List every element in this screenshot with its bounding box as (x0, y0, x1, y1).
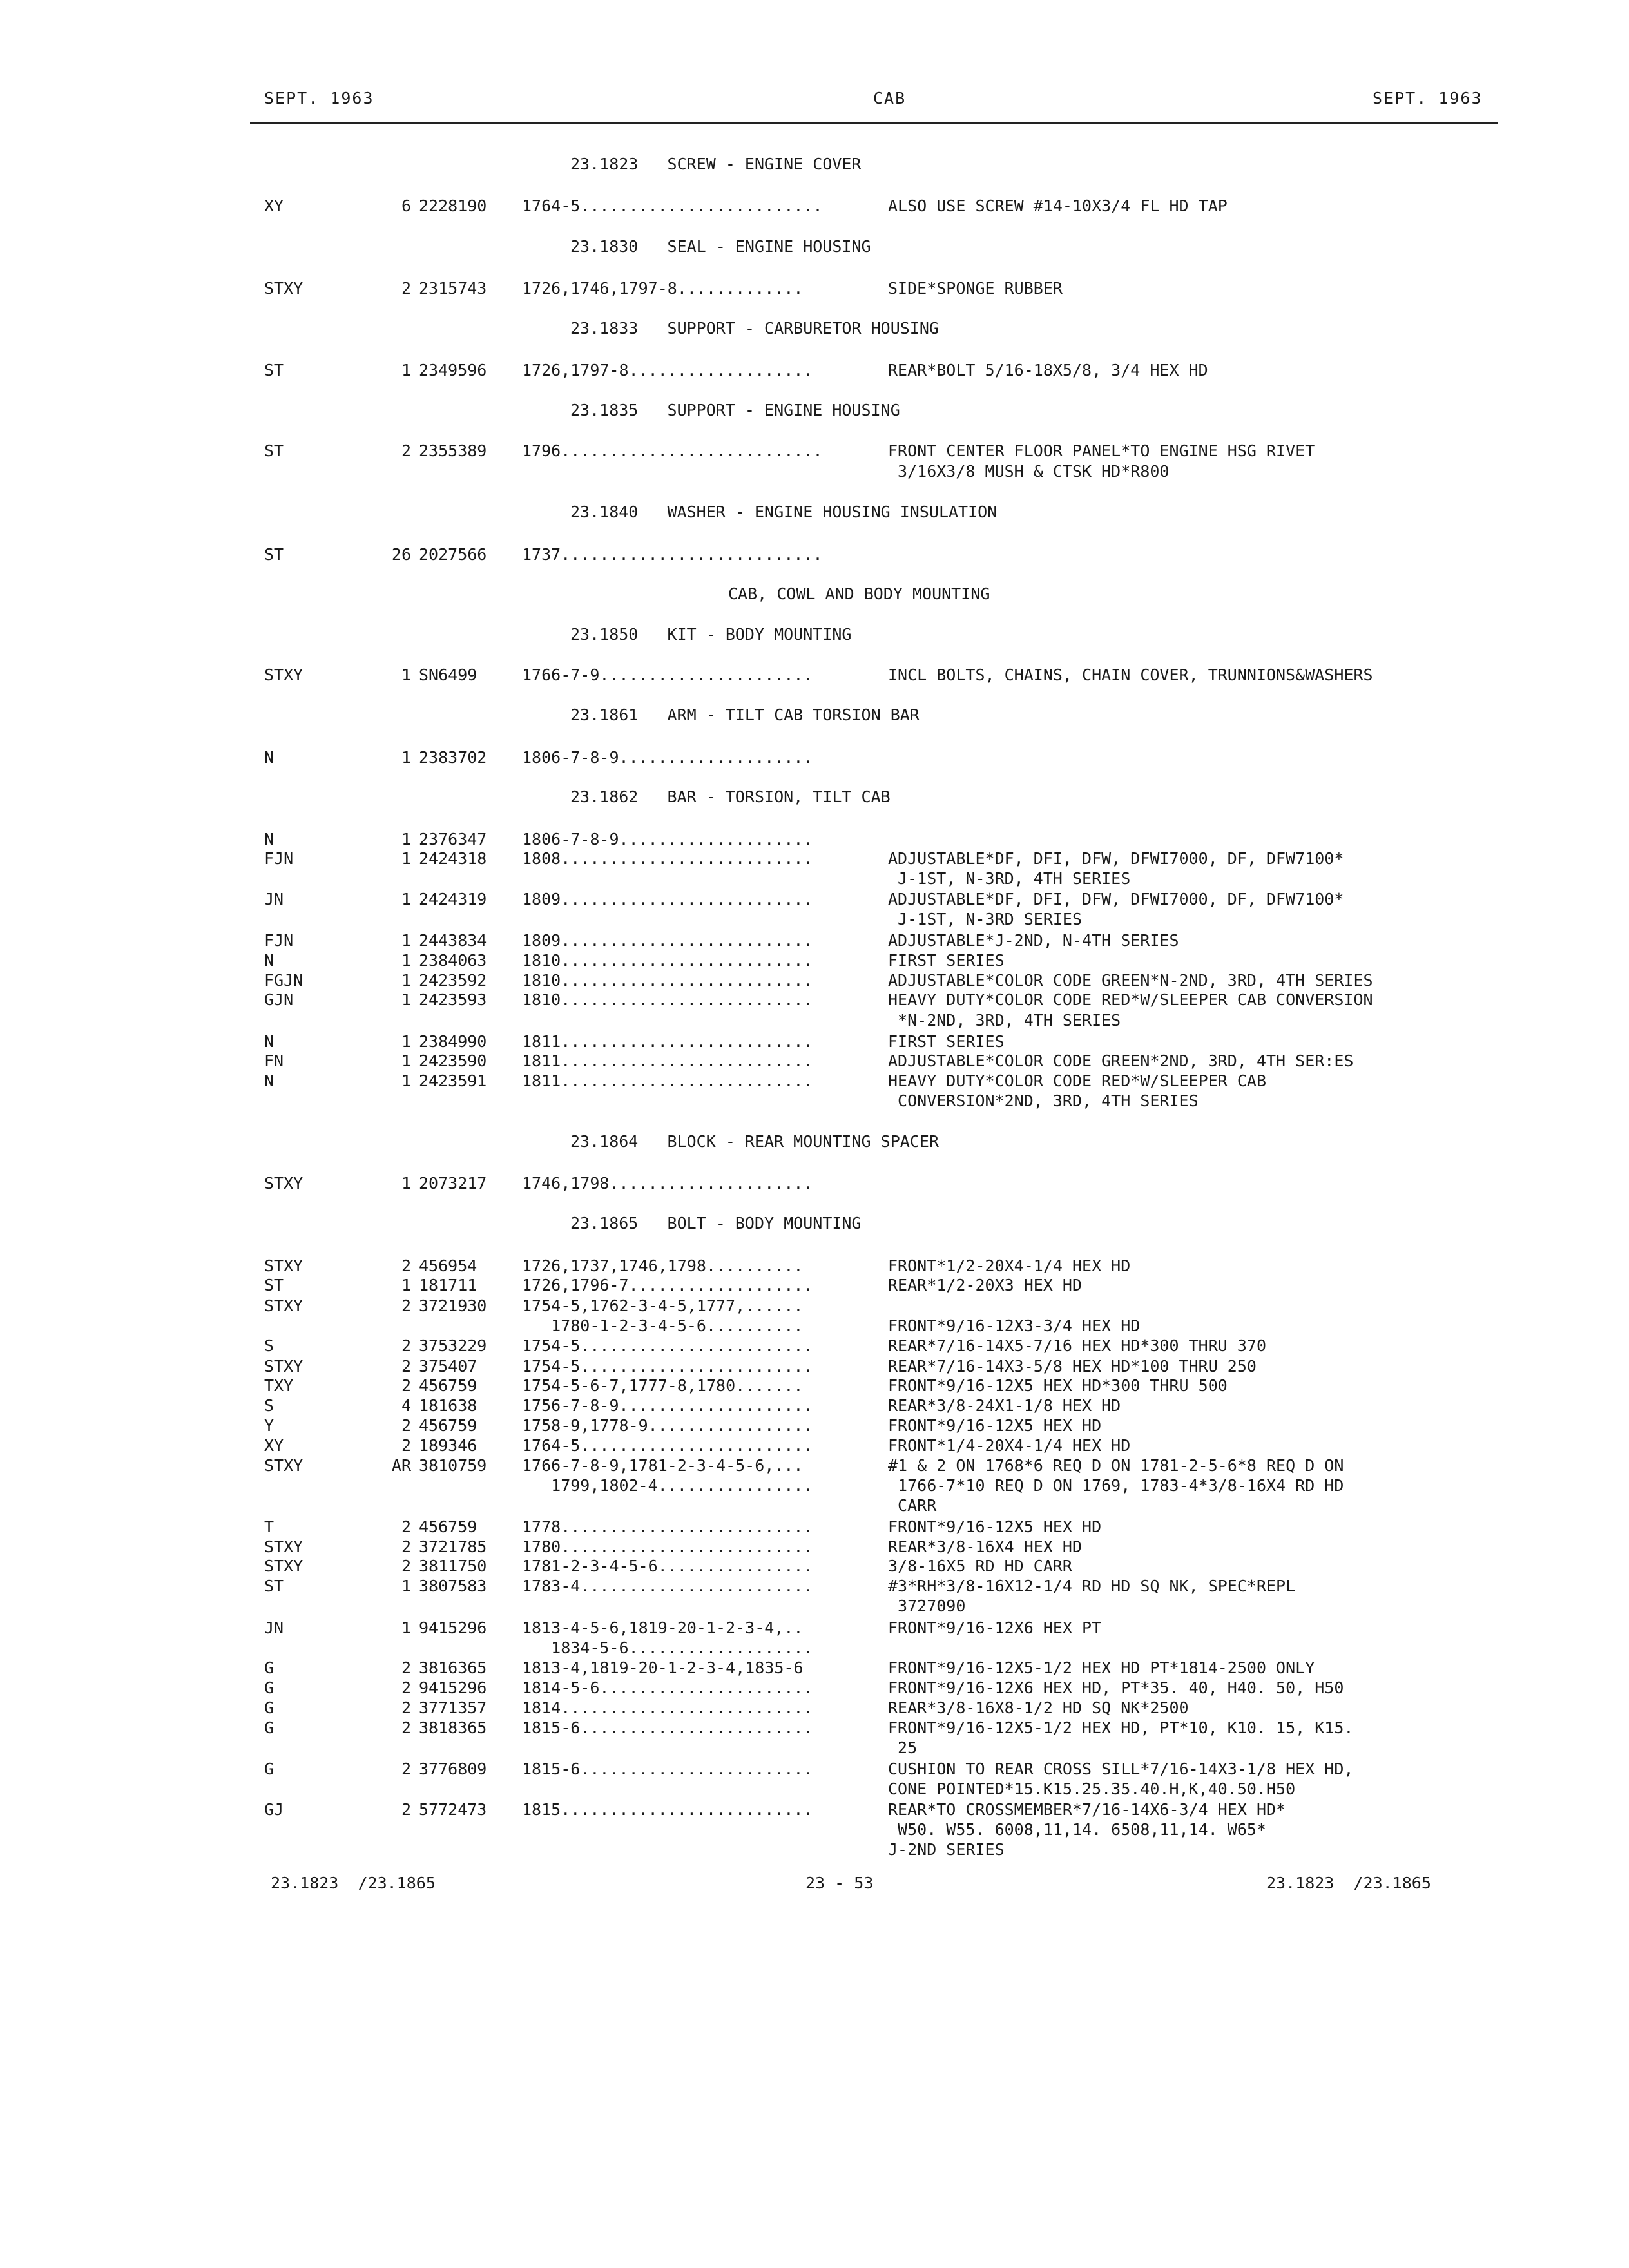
model-list: 1809.......................... (522, 931, 813, 950)
part-number: 5772473 (419, 1800, 487, 1819)
description: REAR*3/8-16X8-1/2 HD SQ NK*2500 (888, 1698, 1189, 1717)
section-heading (0, 584, 1629, 605)
continuation-row (0, 1011, 1629, 1032)
group-heading (0, 625, 1629, 646)
continuation-row (0, 1496, 1629, 1517)
quantity: 2 (401, 1517, 411, 1536)
model-list: 1726,1737,1746,1798.......... (522, 1256, 804, 1275)
part-number: 2376347 (419, 830, 487, 849)
part-row (0, 931, 1629, 952)
part-row (0, 1416, 1629, 1437)
part-number: 3771357 (419, 1698, 487, 1717)
model-list: 1766-7-8-9,1781-2-3-4-5-6,... (522, 1456, 804, 1475)
model-code: FN (264, 1052, 284, 1070)
quantity: 1 (401, 1052, 411, 1070)
model-list: 1811.......................... (522, 1052, 813, 1070)
continuation-row (0, 869, 1629, 890)
part-row (0, 1296, 1629, 1317)
part-number: 3721785 (419, 1537, 487, 1556)
model-code: G (264, 1698, 275, 1717)
description: FRONT*9/16-12X5 HEX HD*300 THRU 500 (888, 1376, 1228, 1395)
quantity: 2 (401, 1718, 411, 1737)
model-list: 1809.......................... (522, 890, 813, 908)
part-row (0, 1658, 1629, 1679)
group-title: 23.1833 SUPPORT - CARBURETOR HOUSING (570, 319, 939, 338)
quantity: 2 (401, 1698, 411, 1717)
description: HEAVY DUTY*COLOR CODE RED*W/SLEEPER CAB (888, 1072, 1266, 1090)
model-list: 1834-5-6................... (522, 1639, 813, 1657)
footer-page-number: 23 - 53 (805, 1874, 874, 1892)
part-row (0, 1760, 1629, 1780)
part-number: 3753229 (419, 1336, 487, 1355)
description: J-2ND SERIES (888, 1840, 1005, 1859)
part-number: 2349596 (419, 361, 487, 380)
group-title: 23.1850 KIT - BODY MOUNTING (570, 625, 852, 644)
part-number: 2424319 (419, 890, 487, 908)
part-row (0, 1698, 1629, 1719)
description: 3/8-16X5 RD HD CARR (888, 1557, 1072, 1575)
model-list: 1806-7-8-9.................... (522, 748, 813, 767)
quantity: 1 (401, 890, 411, 908)
quantity: 2 (401, 1376, 411, 1395)
continuation-row (0, 462, 1629, 483)
model-list: 1815-6........................ (522, 1760, 813, 1778)
model-list: 1810.......................... (522, 990, 813, 1009)
part-row (0, 951, 1629, 972)
model-list: 1783-4........................ (522, 1577, 813, 1595)
model-list: 1737........................... (522, 545, 823, 564)
description: ADJUSTABLE*DF, DFI, DFW, DFWI7000, DF, DFW7100* (888, 849, 1344, 868)
model-list: 1806-7-8-9.................... (522, 830, 813, 849)
description: ADJUSTABLE*J-2ND, N-4TH SERIES (888, 931, 1179, 950)
quantity: AR (391, 1456, 411, 1475)
part-row (0, 1577, 1629, 1597)
model-list: 1814-5-6...................... (522, 1678, 813, 1697)
part-number: 2443834 (419, 931, 487, 950)
part-row (0, 361, 1629, 381)
description: ADJUSTABLE*COLOR CODE GREEN*N-2ND, 3RD, 4TH SERIES (888, 971, 1373, 990)
group-heading (0, 319, 1629, 340)
description: INCL BOLTS, CHAINS, CHAIN COVER, TRUNNIONS&WASHERS (888, 666, 1373, 684)
group-heading (0, 1132, 1629, 1153)
model-code: STXY (264, 1557, 304, 1575)
group-heading (0, 1214, 1629, 1235)
part-row (0, 1357, 1629, 1378)
part-number: 456759 (419, 1517, 477, 1536)
model-code: ST (264, 441, 284, 460)
description: FRONT*9/16-12X5-1/2 HEX HD PT*1814-2500 ONLY (888, 1658, 1315, 1677)
group-title: 23.1865 BOLT - BODY MOUNTING (570, 1214, 862, 1233)
header-date-left: SEPT. 1963 (264, 89, 374, 108)
model-code: FGJN (264, 971, 304, 990)
description: J-1ST, N-3RD, 4TH SERIES (888, 869, 1131, 888)
model-code: GJN (264, 990, 294, 1009)
description: *N-2ND, 3RD, 4TH SERIES (888, 1011, 1121, 1030)
quantity: 26 (391, 545, 411, 564)
model-list: 1754-5,1762-3-4-5,1777,...... (522, 1296, 804, 1315)
description: FIRST SERIES (888, 1032, 1005, 1051)
part-number: 2073217 (419, 1174, 487, 1193)
quantity: 1 (401, 1276, 411, 1294)
model-list: 1808.......................... (522, 849, 813, 868)
part-row (0, 990, 1629, 1011)
description: FRONT*9/16-12X5 HEX HD (888, 1416, 1102, 1435)
quantity: 2 (401, 1658, 411, 1677)
part-number: 3810759 (419, 1456, 487, 1475)
continuation-row (0, 910, 1629, 930)
quantity: 1 (401, 951, 411, 970)
model-code: FJN (264, 849, 294, 868)
part-number: 375407 (419, 1357, 477, 1376)
model-list: 1810.......................... (522, 951, 813, 970)
part-number: 3807583 (419, 1577, 487, 1595)
continuation-row (0, 1316, 1629, 1337)
description: FIRST SERIES (888, 951, 1005, 970)
quantity: 1 (401, 1174, 411, 1193)
model-list: 1780.......................... (522, 1537, 813, 1556)
model-code: TXY (264, 1376, 294, 1395)
part-row (0, 1557, 1629, 1577)
model-code: XY (264, 197, 284, 215)
model-list: 1799,1802-4................ (522, 1476, 813, 1495)
model-code: XY (264, 1436, 284, 1455)
continuation-row (0, 1091, 1629, 1112)
model-list: 1811.......................... (522, 1032, 813, 1051)
description: SIDE*SPONGE RUBBER (888, 279, 1063, 298)
quantity: 6 (401, 197, 411, 215)
model-code: G (264, 1718, 275, 1737)
part-number: 2423591 (419, 1072, 487, 1090)
description: FRONT*1/4-20X4-1/4 HEX HD (888, 1436, 1131, 1455)
description: FRONT*9/16-12X6 HEX HD, PT*35. 40, H40. 50, H50 (888, 1678, 1344, 1697)
model-code: ST (264, 1276, 284, 1294)
continuation-row (0, 1820, 1629, 1841)
model-code: JN (264, 890, 284, 908)
quantity: 2 (401, 1336, 411, 1355)
quantity: 1 (401, 666, 411, 684)
part-row (0, 441, 1629, 462)
model-code: G (264, 1760, 275, 1778)
model-list: 1764-5......................... (522, 197, 823, 215)
model-code: N (264, 748, 275, 767)
description: FRONT*9/16-12X5-1/2 HEX HD, PT*10, K10. 15, K15. (888, 1718, 1354, 1737)
group-title: 23.1862 BAR - TORSION, TILT CAB (570, 787, 891, 806)
part-number: 189346 (419, 1436, 477, 1455)
part-row (0, 1336, 1629, 1357)
quantity: 2 (401, 441, 411, 460)
quantity: 1 (401, 990, 411, 1009)
model-code: STXY (264, 666, 304, 684)
model-list: 1810.......................... (522, 971, 813, 990)
description: 25 (888, 1738, 918, 1757)
part-number: 2423592 (419, 971, 487, 990)
part-number: 2384990 (419, 1032, 487, 1051)
model-code: JN (264, 1619, 284, 1637)
part-number: 2424318 (419, 849, 487, 868)
model-list: 1813-4-5-6,1819-20-1-2-3-4,.. (522, 1619, 804, 1637)
group-title: 23.1840 WASHER - ENGINE HOUSING INSULATION (570, 503, 998, 521)
part-row (0, 1619, 1629, 1639)
group-title: 23.1830 SEAL - ENGINE HOUSING (570, 237, 871, 256)
group-title: 23.1835 SUPPORT - ENGINE HOUSING (570, 401, 900, 419)
part-row (0, 748, 1629, 769)
description: ALSO USE SCREW #14-10X3/4 FL HD TAP (888, 197, 1228, 215)
quantity: 2 (401, 1256, 411, 1275)
model-code: STXY (264, 1256, 304, 1275)
continuation-row (0, 1780, 1629, 1800)
model-list: 1778.......................... (522, 1517, 813, 1536)
part-number: 3818365 (419, 1718, 487, 1737)
model-code: ST (264, 545, 284, 564)
description: FRONT CENTER FLOOR PANEL*TO ENGINE HSG RIVET (888, 441, 1315, 460)
model-list: 1726,1797-8................... (522, 361, 813, 380)
quantity: 1 (401, 1032, 411, 1051)
part-number: 456954 (419, 1256, 477, 1275)
quantity: 2 (401, 1436, 411, 1455)
continuation-row (0, 1476, 1629, 1497)
part-number: 2315743 (419, 279, 487, 298)
description: CONE POINTED*15.K15.25.35.40.H,K,40.50.H50 (888, 1780, 1296, 1798)
description: CARR (888, 1496, 937, 1515)
description: ADJUSTABLE*DF, DFI, DFW, DFWI7000, DF, DFW7100* (888, 890, 1344, 908)
part-row (0, 849, 1629, 870)
part-row (0, 1376, 1629, 1397)
continuation-row (0, 1840, 1629, 1861)
part-row (0, 545, 1629, 566)
header-section-title: CAB (873, 89, 907, 108)
description: J-1ST, N-3RD SERIES (888, 910, 1083, 928)
part-number: 2383702 (419, 748, 487, 767)
group-heading (0, 787, 1629, 808)
quantity: 1 (401, 1072, 411, 1090)
part-row (0, 1517, 1629, 1538)
model-code: ST (264, 361, 284, 380)
description: ADJUSTABLE*COLOR CODE GREEN*2ND, 3RD, 4TH SER:ES (888, 1052, 1354, 1070)
quantity: 2 (401, 1760, 411, 1778)
model-code: G (264, 1678, 275, 1697)
model-list: 1813-4,1819-20-1-2-3-4,1835-6 (522, 1658, 804, 1677)
part-row (0, 1256, 1629, 1277)
part-row (0, 279, 1629, 300)
model-list: 1754-5........................ (522, 1336, 813, 1355)
part-number: 2423590 (419, 1052, 487, 1070)
header-date-right: SEPT. 1963 (1373, 89, 1483, 108)
model-list: 1796........................... (522, 441, 823, 460)
quantity: 1 (401, 1577, 411, 1595)
quantity: 2 (401, 1357, 411, 1376)
model-code: N (264, 951, 275, 970)
quantity: 2 (401, 1800, 411, 1819)
part-number: 3816365 (419, 1658, 487, 1677)
part-number: 2423593 (419, 990, 487, 1009)
part-number: 2355389 (419, 441, 487, 460)
part-number: 9415296 (419, 1678, 487, 1697)
quantity: 1 (401, 1619, 411, 1637)
part-number: 181711 (419, 1276, 477, 1294)
quantity: 2 (401, 1557, 411, 1575)
model-code: N (264, 1032, 275, 1051)
part-number: 2228190 (419, 197, 487, 215)
quantity: 2 (401, 1678, 411, 1697)
model-code: S (264, 1396, 275, 1415)
part-number: SN6499 (419, 666, 477, 684)
part-number: 2384063 (419, 951, 487, 970)
model-code: STXY (264, 1537, 304, 1556)
description: REAR*1/2-20X3 HEX HD (888, 1276, 1083, 1294)
model-list: 1764-5........................ (522, 1436, 813, 1455)
part-number: 3721930 (419, 1296, 487, 1315)
part-row (0, 1032, 1629, 1053)
quantity: 1 (401, 931, 411, 950)
model-code: FJN (264, 931, 294, 950)
description: #3*RH*3/8-16X12-1/4 RD HD SQ NK, SPEC*REPL (888, 1577, 1296, 1595)
description: W50. W55. 6008,11,14. 6508,11,14. W65* (888, 1820, 1266, 1839)
group-heading (0, 401, 1629, 421)
model-list: 1754-5........................ (522, 1357, 813, 1376)
quantity: 1 (401, 849, 411, 868)
model-list: 1811.......................... (522, 1072, 813, 1090)
quantity: 1 (401, 971, 411, 990)
footer-range-left: 23.1823 /23.1865 (271, 1874, 436, 1892)
model-list: 1814.......................... (522, 1698, 813, 1717)
part-row (0, 1174, 1629, 1195)
group-heading (0, 706, 1629, 726)
model-code: N (264, 1072, 275, 1090)
model-list: 1758-9,1778-9................. (522, 1416, 813, 1435)
model-code: STXY (264, 1357, 304, 1376)
description: REAR*TO CROSSMEMBER*7/16-14X6-3/4 HEX HD* (888, 1800, 1286, 1819)
model-code: T (264, 1517, 275, 1536)
model-list: 1780-1-2-3-4-5-6.......... (522, 1316, 804, 1335)
part-row (0, 890, 1629, 910)
model-list: 1726,1746,1797-8............. (522, 279, 804, 298)
part-row (0, 666, 1629, 686)
model-list: 1726,1796-7................... (522, 1276, 813, 1294)
model-code: ST (264, 1577, 284, 1595)
model-code: S (264, 1336, 275, 1355)
header-rule (250, 122, 1498, 124)
model-list: 1815.......................... (522, 1800, 813, 1819)
description: REAR*3/8-16X4 HEX HD (888, 1537, 1083, 1556)
continuation-row (0, 1738, 1629, 1759)
description: REAR*3/8-24X1-1/8 HEX HD (888, 1396, 1121, 1415)
part-number: 9415296 (419, 1619, 487, 1637)
quantity: 4 (401, 1396, 411, 1415)
description: 3/16X3/8 MUSH & CTSK HD*R800 (888, 462, 1170, 481)
model-code: Y (264, 1416, 275, 1435)
part-row (0, 1718, 1629, 1739)
model-code: G (264, 1658, 275, 1677)
description: #1 & 2 ON 1768*6 REQ D ON 1781-2-5-6*8 REQ D ON (888, 1456, 1344, 1475)
part-row (0, 1456, 1629, 1477)
model-list: 1815-6........................ (522, 1718, 813, 1737)
description: CUSHION TO REAR CROSS SILL*7/16-14X3-1/8 HEX HD, (888, 1760, 1354, 1778)
description: HEAVY DUTY*COLOR CODE RED*W/SLEEPER CAB CONVERSION (888, 990, 1373, 1009)
quantity: 2 (401, 1416, 411, 1435)
description: REAR*7/16-14X3-5/8 HEX HD*100 THRU 250 (888, 1357, 1257, 1376)
part-row (0, 1678, 1629, 1699)
model-list: 1756-7-8-9.................... (522, 1396, 813, 1415)
quantity: 1 (401, 361, 411, 380)
continuation-row (0, 1639, 1629, 1659)
model-code: STXY (264, 1456, 304, 1475)
part-number: 456759 (419, 1416, 477, 1435)
quantity: 1 (401, 748, 411, 767)
part-row (0, 971, 1629, 992)
description: CONVERSION*2ND, 3RD, 4TH SERIES (888, 1091, 1199, 1110)
description: FRONT*9/16-12X5 HEX HD (888, 1517, 1102, 1536)
part-number: 181638 (419, 1396, 477, 1415)
part-row (0, 1800, 1629, 1821)
model-list: 1781-2-3-4-5-6................ (522, 1557, 813, 1575)
group-title: 23.1864 BLOCK - REAR MOUNTING SPACER (570, 1132, 939, 1151)
part-row (0, 1537, 1629, 1558)
quantity: 2 (401, 1296, 411, 1315)
model-code: STXY (264, 279, 304, 298)
quantity: 2 (401, 279, 411, 298)
quantity: 1 (401, 830, 411, 849)
model-code: STXY (264, 1296, 304, 1315)
description: REAR*7/16-14X5-7/16 HEX HD*300 THRU 370 (888, 1336, 1266, 1355)
section-title: CAB, COWL AND BODY MOUNTING (728, 584, 990, 603)
group-heading (0, 503, 1629, 523)
model-code: GJ (264, 1800, 284, 1819)
part-row (0, 830, 1629, 850)
part-number: 3811750 (419, 1557, 487, 1575)
group-heading (0, 237, 1629, 258)
part-row (0, 1396, 1629, 1417)
part-number: 456759 (419, 1376, 477, 1395)
description: FRONT*1/2-20X4-1/4 HEX HD (888, 1256, 1131, 1275)
part-row (0, 1276, 1629, 1296)
quantity: 2 (401, 1537, 411, 1556)
description: FRONT*9/16-12X3-3/4 HEX HD (888, 1316, 1141, 1335)
continuation-row (0, 1597, 1629, 1617)
description: 1766-7*10 REQ D ON 1769, 1783-4*3/8-16X4 RD HD (888, 1476, 1344, 1495)
model-code: N (264, 830, 275, 849)
model-list: 1754-5-6-7,1777-8,1780....... (522, 1376, 804, 1395)
description: FRONT*9/16-12X6 HEX PT (888, 1619, 1102, 1637)
model-list: 1746,1798..................... (522, 1174, 813, 1193)
group-title: 23.1861 ARM - TILT CAB TORSION BAR (570, 706, 920, 724)
group-title: 23.1823 SCREW - ENGINE COVER (570, 155, 862, 173)
description: 3727090 (888, 1597, 966, 1615)
group-heading (0, 155, 1629, 175)
part-row (0, 1052, 1629, 1072)
part-number: 2027566 (419, 545, 487, 564)
part-row (0, 1072, 1629, 1092)
part-row (0, 1436, 1629, 1457)
part-number: 3776809 (419, 1760, 487, 1778)
model-code: STXY (264, 1174, 304, 1193)
description: REAR*BOLT 5/16-18X5/8, 3/4 HEX HD (888, 361, 1208, 380)
part-row (0, 197, 1629, 217)
model-list: 1766-7-9...................... (522, 666, 813, 684)
footer-range-right: 23.1823 /23.1865 (1266, 1874, 1431, 1892)
